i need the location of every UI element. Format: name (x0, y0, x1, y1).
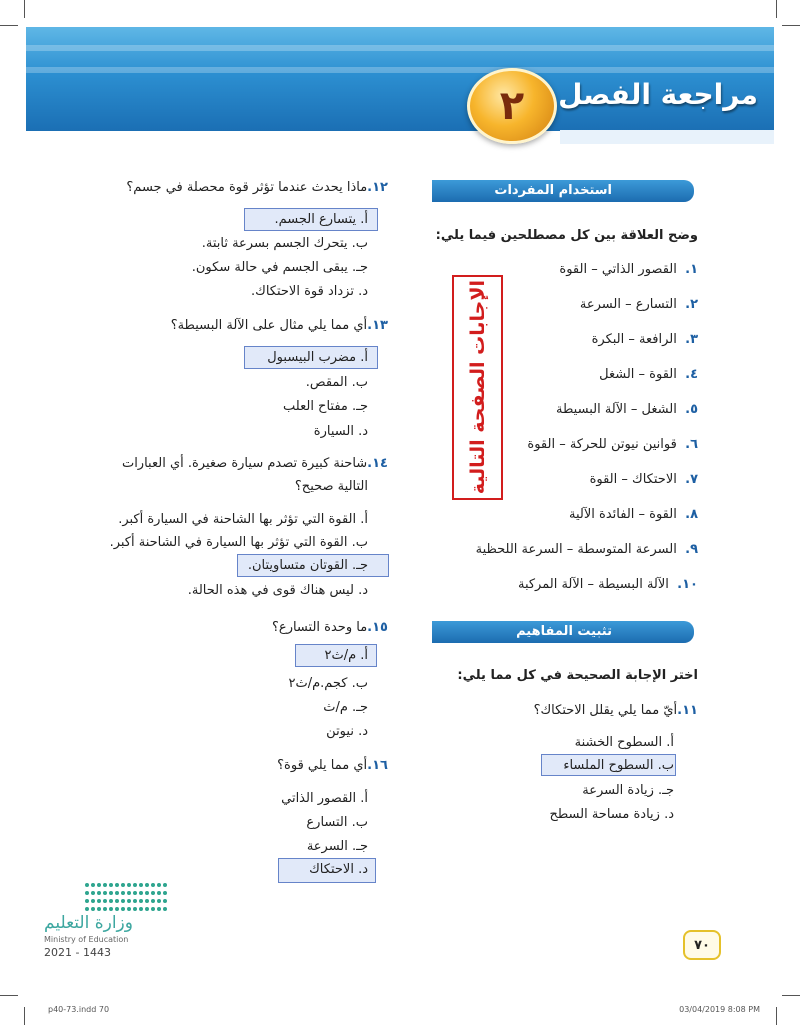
option-correct: ب. السطوح الملساء (563, 758, 674, 773)
vocab-item: ٨. القوة – الفائدة الآلية (569, 507, 698, 522)
section-header-concepts: تثبيت المفاهيم (432, 621, 694, 643)
option: د. ليس هناك قوى في هذه الحالة. (187, 583, 368, 598)
vocab-item: ٦. قوانين نيوتن للحركة – القوة (527, 437, 698, 452)
option: ب. المقص. (305, 375, 368, 390)
page-number: ٧٠ (683, 930, 721, 960)
vocab-item: ١٠. الآلة البسيطة – الآلة المركبة (517, 577, 698, 592)
option: د. تزداد قوة الاحتكاك. (250, 284, 368, 299)
option: جـ. السرعة (306, 839, 368, 854)
chapter-badge: ٢ (467, 68, 557, 144)
mc-intro: اختر الإجابة الصحيحة في كل مما يلي: (457, 668, 698, 683)
ministry-name-ar: وزارة التعليم (44, 913, 133, 933)
section-header-vocabulary: استخدام المفردات (432, 180, 694, 202)
question-16: ١٦.أي مما يلي قوة؟ (277, 758, 388, 773)
question-14-cont: التالية صحيح؟ (294, 479, 368, 494)
option-correct: أ. مضرب البيسبول (267, 350, 368, 365)
question-14: ١٤.شاحنة كبيرة تصدم سيارة صغيرة. أي العبارات (121, 456, 388, 471)
vocab-item: ٩. السرعة المتوسطة – السرعة اللحظية (475, 542, 698, 557)
option-correct: أ. م/ث٢ (324, 648, 368, 663)
option: أ. القصور الذاتي (281, 791, 368, 806)
vocab-item: ٣. الرافعة – البكرة (591, 332, 698, 347)
option: د. زيادة مساحة السطح (549, 807, 674, 822)
option: جـ. مفتاح العلب (283, 399, 368, 414)
option: جـ. يبقى الجسم في حالة سكون. (191, 260, 368, 275)
answers-next-page-stamp: الإجابات الصفحة التالية (452, 275, 503, 500)
option: د. نيوتن (326, 724, 368, 739)
option-correct: أ. يتسارع الجسم. (274, 212, 368, 227)
option: ب. كجم.م/ث٢ (288, 676, 368, 691)
option: أ. القوة التي تؤثر بها الشاحنة في السيارة أكبر. (118, 512, 368, 527)
option: ب. يتحرك الجسم بسرعة ثابتة. (201, 236, 368, 251)
option: ب. التسارع (306, 815, 368, 830)
vocab-item: ٧. الاحتكاك – القوة (589, 472, 698, 487)
option: د. السيارة (313, 424, 368, 439)
page-title: مراجعة الفصل (558, 78, 758, 111)
option: جـ. م/ث (323, 700, 368, 715)
question-13: ١٣.أي مما يلي مثال على الآلة البسيطة؟ (170, 318, 388, 333)
edition-year: 2021 - 1443 (44, 946, 111, 959)
vocab-item: ٢. التسارع – السرعة (579, 297, 698, 312)
vocab-item: ١. القصور الذاتي – القوة (559, 262, 698, 277)
vocab-item: ٥. الشغل – الآلة البسيطة (556, 402, 698, 417)
ministry-logo-icon (84, 880, 178, 912)
option-correct: د. الاحتكاك (309, 862, 368, 877)
footer-date: 03/04/2019 8:08 PM (679, 1005, 760, 1014)
banner-shadow (560, 130, 774, 144)
footer-file: p40-73.indd 70 (48, 1005, 110, 1014)
vocab-intro: وضح العلاقة بين كل مصطلحين فيما يلي: (435, 228, 698, 243)
option-correct: جـ. القوتان متساويتان. (247, 558, 368, 573)
option: ب. القوة التي تؤثر بها السيارة في الشاحنة أكبر. (109, 535, 368, 550)
ministry-name-en: Ministry of Education (44, 935, 129, 944)
question-15: ١٥.ما وحدة التسارع؟ (272, 620, 388, 635)
option: جـ. زيادة السرعة (582, 783, 674, 798)
option: أ. السطوح الخشنة (574, 735, 674, 750)
vocab-item: ٤. القوة – الشغل (599, 367, 698, 382)
question-11: ١١.أيّ مما يلي يقلل الاحتكاك؟ (533, 703, 698, 718)
question-12: ١٢.ماذا يحدث عندما تؤثر قوة محصلة في جسم؟ (126, 180, 388, 195)
